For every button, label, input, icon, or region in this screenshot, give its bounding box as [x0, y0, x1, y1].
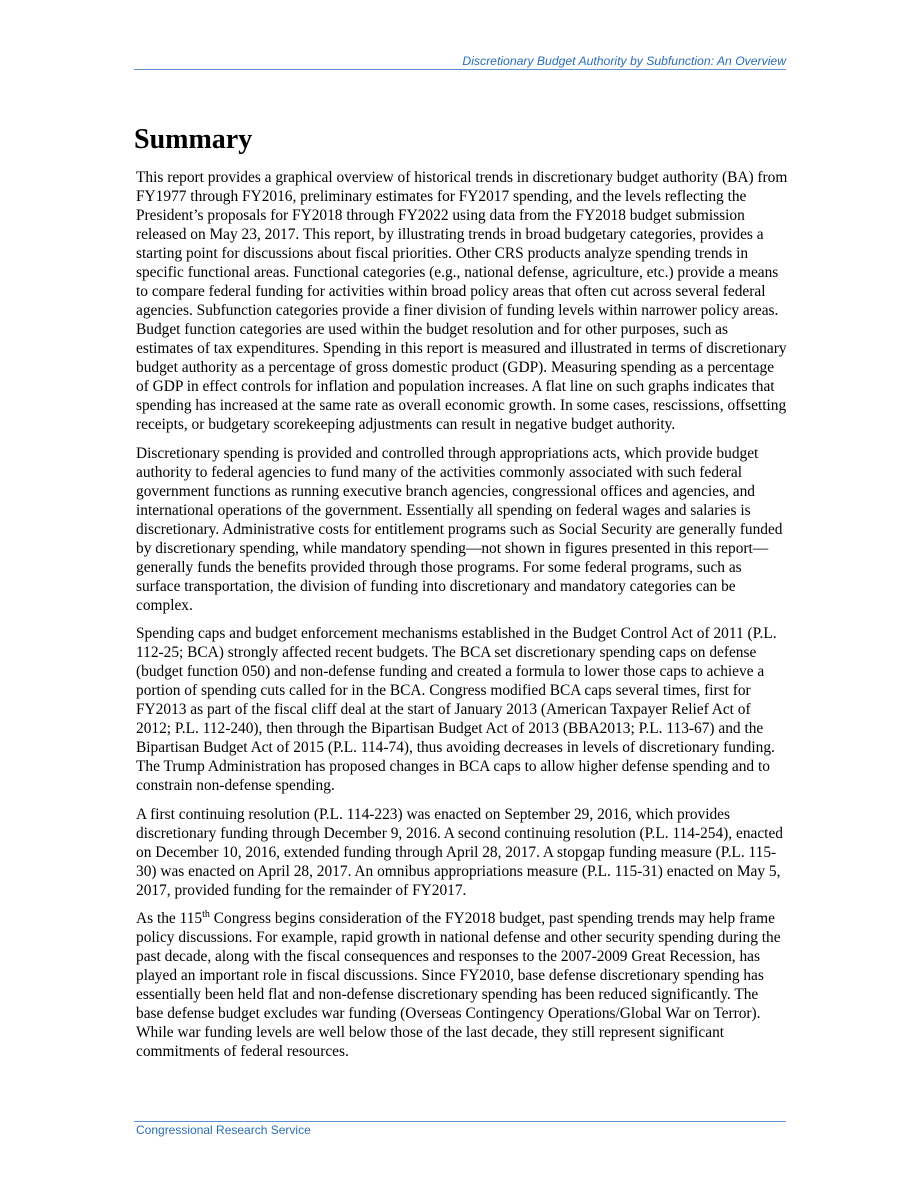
paragraph-overview: This report provides a graphical overview of historical trends in discretionary budget authority (BA) from FY1977 through FY2016, preliminary estimates for FY2017 spending, and the levels reflecting the President’s proposals for FY2018 through FY2022 using data from the FY2018 budget submission released on May 23, 2017. This report, by illustrating trends in broad budgetary categories, provides a starting point for discussions about fiscal priorities. Other CRS products analyze spending trends in specific functional areas. Functional categories (e.g., national defense, agriculture, etc.) provide a means to compare federal funding for activities within broad policy areas that often cut across several federal agencies. Subfunction categories provide a finer division of funding levels within narrower policy areas. Budget function categories are used within the budget resolution and for other purposes, such as estimates of tax expenditures. Spending in this report is measured and illustrated in terms of discretionary budget authority as a percentage of gross domestic product (GDP). Measuring spending as a percentage of GDP in effect controls for inflation and population increases. A flat line on such graphs indicates that spending has increased at the same rate as overall economic growth. In some cases, rescissions, offsetting receipts, or budgetary scorekeeping adjustments can result in negative budget authority. [136, 169, 788, 433]
paragraph-lead: As the 115 [136, 910, 203, 927]
footer-rule [134, 1121, 786, 1122]
footer-source: Congressional Research Service [136, 1123, 311, 1137]
running-header: Discretionary Budget Authority by Subfunction: An Overview [462, 54, 786, 68]
paragraph-discretionary: Discretionary spending is provided and controlled through appropriations acts, which provide budget authority to federal agencies to fund many of the activities commonly associated with such federal government functions as running executive branch agencies, congressional offices and agencies, and international operations of the government. Essentially all spending on federal wages and salaries is discretionary. Administrative costs for entitlement programs such as Social Security are generally funded by discretionary spending, while mandatory spending—not shown in figures presented in this report—generally funds the benefits provided through those programs. For some federal programs, such as surface transportation, the division of funding into discretionary and mandatory categories can be complex. [136, 444, 783, 614]
header-rule [134, 69, 786, 70]
paragraph-continuing-resolutions: A first continuing resolution (P.L. 114-223) was enacted on September 29, 2016, which provides discretionary funding through December 9, 2016. A second continuing resolution (P.L. 114-254), enacted on December 10, 2016, extended funding through April 28, 2017. A stopgap funding measure (P.L. 115-30) was enacted on April 28, 2017. An omnibus appropriations measure (P.L. 115-31) enacted on May 5, 2017, provided funding for the remainder of FY2017. [136, 805, 783, 899]
summary-body [136, 168, 788, 1071]
ordinal-suffix: th [202, 908, 210, 920]
paragraph-rest: Congress begins consideration of the FY2018 budget, past spending trends may help frame policy discussions. For example, rapid growth in national defense and other security spending during the past decade, along with the fiscal consequences and responses to the 2007-2009 Great Recession, has played an important role in fiscal discussions. Since FY2010, base defense discretionary spending has essentially been held flat and non-defense discretionary spending has been reduced significantly. The base defense budget excludes war funding (Overseas Contingency Operations/Global War on Terror). While war funding levels are well below those of the last decade, they still represent significant commitments of federal resources. [136, 910, 781, 1060]
section-title: Summary [134, 124, 253, 155]
paragraph-spending-caps: Spending caps and budget enforcement mechanisms established in the Budget Control Act of 2011 (P.L. 112-25; BCA) strongly affected recent budgets. The BCA set discretionary spending caps on defense (budget function 050) and non-defense funding and created a formula to lower those caps to achieve a portion of spending cuts called for in the BCA. Congress modified BCA caps several times, first for FY2013 as part of the fiscal cliff deal at the start of January 2013 (American Taxpayer Relief Act of 2012; P.L. 112-240), then through the Bipartisan Budget Act of 2013 (BBA2013; P.L. 113-67) and the Bipartisan Budget Act of 2015 (P.L. 114-74), thus avoiding decreases in levels of discretionary funding. The Trump Administration has proposed changes in BCA caps to allow higher defense spending and to constrain non-defense spending. [136, 625, 777, 794]
paragraph-fy2018-context [136, 909, 788, 1061]
